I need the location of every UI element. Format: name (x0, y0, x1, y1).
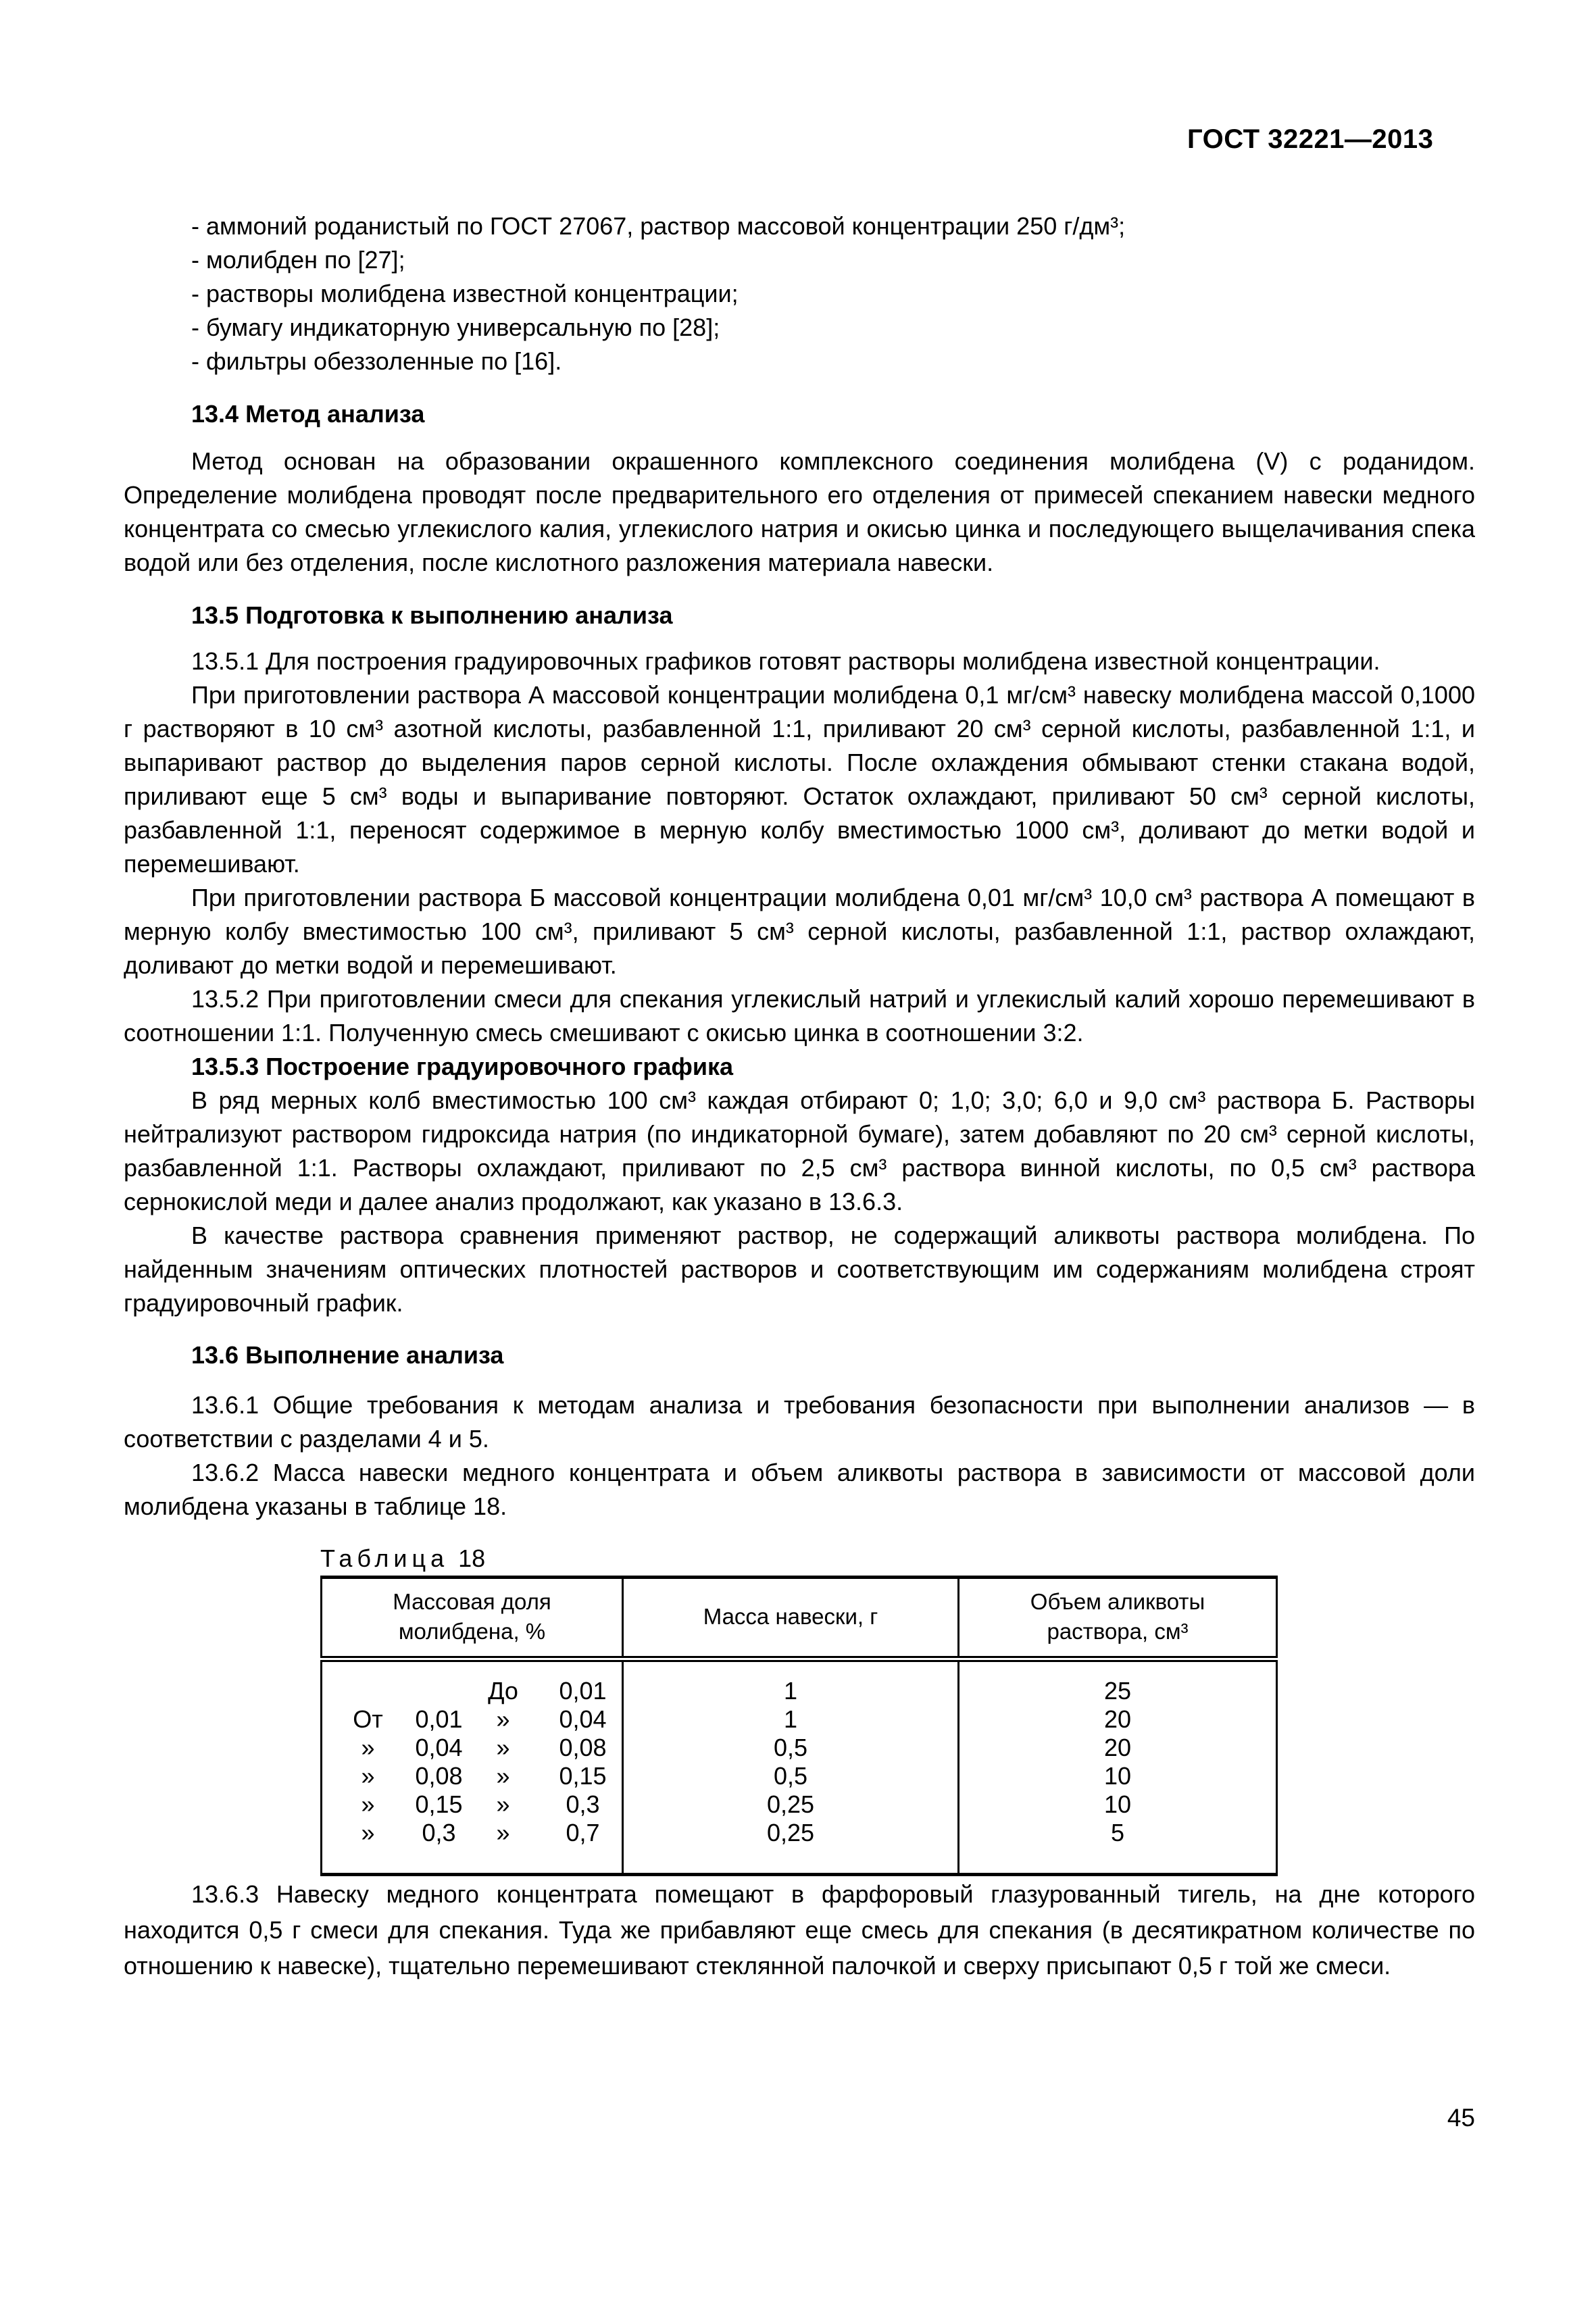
range-part: » (361, 1819, 375, 1846)
column-header-sample-mass: Масса навески, г (623, 1578, 959, 1659)
range-part: 0,01 (415, 1705, 463, 1733)
range-part: 0,04 (559, 1705, 607, 1733)
cell-sample-mass: 1 (623, 1659, 959, 1706)
cell-mass-fraction-range (322, 1705, 623, 1734)
reagent-list-item: - аммоний роданистый по ГОСТ 27067, раствор массовой концентрации 250 г/дм³; (191, 212, 1126, 240)
section-13-5-heading: 13.5 Подготовка к выполнению анализа (191, 601, 673, 629)
cell-mass-fraction-range (322, 1819, 623, 1875)
column-header-line: раствора, см³ (1047, 1619, 1189, 1644)
paragraph-13-6-1: 13.6.1 Общие требования к методам анализа и требования безопасности при выполнении анализов — в соответствии с разделами 4 и 5. (124, 1391, 1475, 1453)
paragraph-13-6-3: 13.6.3 Навеску медного концентрата помещают в фарфоровый глазурованный тигель, на дне которого находится 0,5 г смеси для спекания. Туда же прибавляют еще смесь для спекания (в десятикратном количестве по отношению к навеске), тщательно перемешивают стеклянной палочкой и сверху присыпают 0,5 г той же смеси. (124, 1880, 1475, 1980)
table-row (322, 1790, 1277, 1819)
column-header-line: Объем аликвоты (1030, 1589, 1205, 1614)
range-part: 0,7 (566, 1819, 600, 1846)
range-part: 0,08 (415, 1762, 463, 1790)
range-part: 0,15 (415, 1790, 463, 1818)
cell-mass-fraction-range (322, 1790, 623, 1819)
table-row (322, 1705, 1277, 1734)
table-row (322, 1819, 1277, 1875)
paragraph-reference-solution: В качестве раствора сравнения применяют раствор, не содержащий аликвоты раствора молибдена. По найденным значениям оптических плотностей растворов и соответствующим им содержаниям молибдена строят градуировочный график. (124, 1222, 1475, 1317)
table-header-row (322, 1578, 1277, 1659)
cell-mass-fraction-range (322, 1762, 623, 1790)
cell-aliquot-volume: 20 (959, 1734, 1277, 1762)
range-part: 0,01 (559, 1677, 607, 1705)
table-18 (320, 1576, 1278, 1876)
section-13-4-heading: 13.4 Метод анализа (191, 400, 425, 428)
reagent-list-item: - фильтры обеззоленные по [16]. (191, 347, 562, 375)
cell-sample-mass: 0,5 (623, 1762, 959, 1790)
reagent-list-item: - растворы молибдена известной концентрации; (191, 280, 739, 307)
column-header-mass-fraction (322, 1578, 623, 1659)
column-header-aliquot-volume (959, 1578, 1277, 1659)
range-part: » (361, 1734, 375, 1761)
range-part: До (488, 1677, 518, 1705)
range-part: » (496, 1790, 510, 1818)
range-part: » (496, 1762, 510, 1790)
range-part: 0,08 (559, 1734, 607, 1761)
reagent-list-item: - бумагу индикаторную универсальную по [28]; (191, 313, 720, 341)
paragraph-solution-b: При приготовлении раствора Б массовой концентрации молибдена 0,01 мг/см³ 10,0 см³ раствора А помещают в мерную колбу вместимостью 100 см³, приливают 5 см³ серной кислоты, разбавленной 1:1, раствор охлаждают, доливают до метки водой и перемешивают. (124, 884, 1475, 979)
range-part: » (361, 1762, 375, 1790)
range-part: » (496, 1705, 510, 1733)
paragraph-13-6-2: 13.6.2 Масса навески медного концентрата и объем аликвоты раствора в зависимости от массовой доли молибдена указаны в таблице 18. (124, 1459, 1475, 1520)
range-part: » (496, 1819, 510, 1846)
document-code: ГОСТ 32221—2013 (1187, 124, 1434, 154)
cell-aliquot-volume: 20 (959, 1705, 1277, 1734)
paragraph-solution-a: При приготовлении раствора А массовой концентрации молибдена 0,1 мг/см³ навеску молибдена массой 0,1000 г растворяют в 10 см³ азотной кислоты, разбавленной 1:1, приливают 20 см³ серной кислоты, разбавленной 1:1, и выпаривают раствор до выделения паров серной кислоты. После охлаждения обмывают стенки стакана водой, приливают еще 5 см³ воды и выпаривание повторяют. Остаток охлаждают, приливают 50 см³ серной кислоты, разбавленной 1:1, переносят содержимое в мерную колбу вместимостью 1000 см³, доливают до метки водой и перемешивают. (124, 681, 1475, 878)
paragraph-calibration-graph: В ряд мерных колб вместимостью 100 см³ каждая отбирают 0; 1,0; 3,0; 6,0 и 9,0 см³ раствора Б. Растворы нейтрализуют раствором гидроксида натрия (по индикаторной бумаге), затем добавляют по 20 см³ серной кислоты, разбавленной 1:1. Растворы охлаждают, приливают по 2,5 см³ раствора винной кислоты, по 0,5 см³ раствора сернокислой меди и далее анализ продолжают, как указано в 13.6.3. (124, 1086, 1475, 1215)
paragraph-13-5-2: 13.5.2 При приготовлении смеси для спекания углекислый натрий и углекислый калий хорошо перемешивают в соотношении 1:1. Полученную смесь смешивают с окисью цинка в соотношении 3:2. (124, 985, 1475, 1047)
paragraph-13-5-1: 13.5.1 Для построения градуировочных графиков готовят растворы молибдена известной концентрации. (191, 647, 1380, 675)
cell-aliquot-volume: 5 (959, 1819, 1277, 1875)
table-row (322, 1762, 1277, 1790)
page-number: 45 (1447, 2104, 1475, 2132)
column-header-line: Массовая доля (393, 1589, 551, 1614)
range-part (336, 1677, 400, 1705)
range-part: 0,15 (559, 1762, 607, 1790)
cell-aliquot-volume: 10 (959, 1762, 1277, 1790)
cell-sample-mass: 0,25 (623, 1819, 959, 1875)
table-18-label (320, 1542, 1475, 1576)
cell-mass-fraction-range (322, 1734, 623, 1762)
section-13-4-paragraph: Метод основан на образовании окрашенного комплексного соединения молибдена (V) с роданидом. Определение молибдена проводят после предварительного его отделения от примесей спеканием навески медного концентрата со смесью углекислого калия, углекислого натрия и окисью цинка и последующего выщелачивания спека водой или без отделения, после кислотного разложения материала навески. (124, 447, 1475, 576)
range-part: 0,04 (415, 1734, 463, 1761)
column-header-line: молибдена, % (398, 1619, 546, 1644)
cell-aliquot-volume: 10 (959, 1790, 1277, 1819)
cell-sample-mass: 0,25 (623, 1790, 959, 1819)
cell-mass-fraction-range (322, 1659, 623, 1706)
table-row (322, 1659, 1277, 1706)
range-part: От (353, 1705, 383, 1733)
cell-sample-mass: 0,5 (623, 1734, 959, 1762)
table-label-number: 18 (458, 1544, 486, 1572)
cell-sample-mass: 1 (623, 1705, 959, 1734)
range-part (400, 1677, 478, 1705)
section-13-6-heading: 13.6 Выполнение анализа (191, 1341, 504, 1369)
reagent-list-item: - молибден по [27]; (191, 246, 405, 274)
cell-aliquot-volume: 25 (959, 1659, 1277, 1706)
page-content (124, 209, 1475, 1984)
table-label-word: Таблица (320, 1544, 449, 1572)
range-part: » (361, 1790, 375, 1818)
heading-13-5-3: 13.5.3 Построение градуировочного графика (191, 1053, 734, 1080)
table-row (322, 1734, 1277, 1762)
range-part: » (496, 1734, 510, 1761)
range-part: 0,3 (566, 1790, 600, 1818)
range-part: 0,3 (422, 1819, 456, 1846)
